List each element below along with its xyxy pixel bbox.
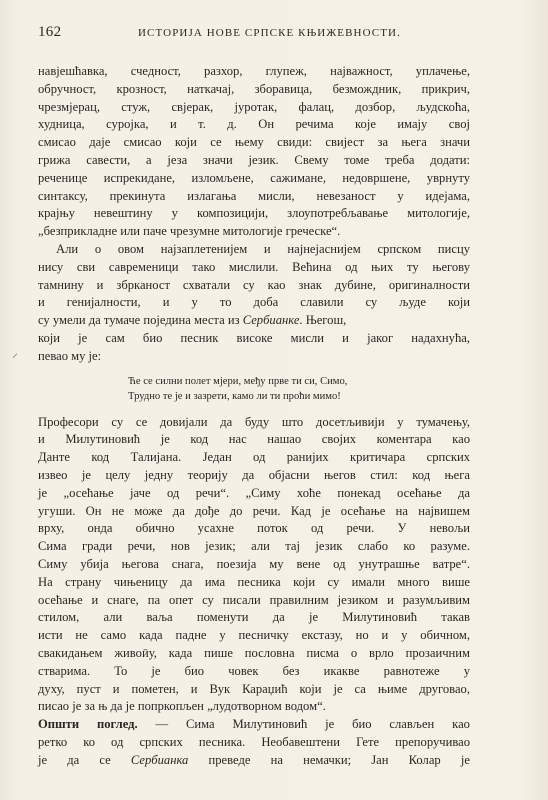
text-line: је „осећање јаче од речи“. „Симу хоће понекад осећање да bbox=[38, 485, 470, 500]
paragraph-3 bbox=[38, 414, 470, 717]
work-title: Сербианке bbox=[242, 313, 300, 328]
text-line: су умели да тумаче поједина места из Сербианке. Његош, bbox=[38, 313, 347, 328]
text-line: Данте код Талијана. Један од ранијих критичара српских bbox=[38, 450, 470, 465]
text-line: крајњу невештину у композицији, злоупотребљавање митологије, bbox=[38, 206, 470, 221]
section-heading: Општи поглед. bbox=[38, 717, 138, 732]
text-line: исти не само када падне у песничку екстазу, но и у обичном, bbox=[38, 628, 470, 643]
margin-mark: ⸝ bbox=[12, 346, 19, 360]
text-line: свакидањем живоӣу, када пише пословна писма о врло прозаичним bbox=[38, 645, 470, 660]
paragraph-1 bbox=[38, 63, 470, 241]
text-line: обручност, крозност, наткачај, зборавица, безмождник, прикрич, bbox=[38, 81, 470, 96]
page-header bbox=[38, 24, 488, 44]
running-head: ИСТОРИЈА НОВЕ СРПСКЕ КЊИЖЕВНОСТИ. bbox=[138, 27, 401, 39]
text-line: стилом, али ваља поменути да је Милутиновић такав bbox=[38, 610, 470, 625]
text-line: ретко ко од српских песника. Необавештени Гете препоручивао bbox=[38, 734, 470, 749]
text-line: тамнину и збрканост схватали су као знак дубине, оригиналности bbox=[38, 277, 470, 292]
text-line: осећање и снаге, па опет су писали правилним језиком и разумљивим bbox=[38, 592, 470, 607]
verse-quote bbox=[38, 374, 470, 404]
text-fragment: — Сима Милутиновић је био слављен као bbox=[137, 717, 470, 732]
text-line: худница, суројка, и т. д. Он речима које имају свој bbox=[38, 117, 470, 132]
text-line: Сима гради речи, нов језик; али тај језик слабо ко разуме. bbox=[38, 539, 470, 554]
text-line: стварима. То је био човек без икакве равнотеже у bbox=[38, 663, 470, 678]
text-line: нису сви савременици тако мислили. Већина од њих ту његову bbox=[38, 259, 470, 274]
text-line bbox=[38, 716, 470, 734]
text-line: врху, онда обично усахне поток од речи. У невољи bbox=[38, 521, 470, 536]
text-line: писао је за њ да је попркопљен „лудотворном водом“. bbox=[38, 699, 326, 714]
verse-line: Ће се силни полет мјери, међу прве ти си, Симо, bbox=[128, 375, 348, 387]
text-line: духу, пуст и пометен, и Вук Караџић који је са њиме друговао, bbox=[38, 681, 470, 696]
paragraph-4 bbox=[38, 716, 470, 769]
text-line bbox=[38, 752, 470, 770]
text-line: „безприкладне или паче чрезумне митологије греческе“. bbox=[38, 224, 341, 239]
paragraph-2 bbox=[38, 241, 470, 366]
text-fragment: је да се bbox=[38, 752, 131, 767]
text-fragment: преведе на немачки; Јан Колар је bbox=[188, 752, 470, 767]
author-name: Његош, bbox=[305, 313, 347, 328]
text-line: и Милутиновић је код нас нашао својих коментара као bbox=[38, 432, 470, 447]
text-line: угуши. Он не може да дође до речи. Кад је осећање на највишем bbox=[38, 503, 470, 518]
text-line: реченице испрекидане, изломљене, сажимане, недовршене, уврнуту bbox=[38, 170, 470, 185]
text-line: Али о овом најзаплетенијем и најнејаснијем српском писцу bbox=[56, 241, 470, 256]
text-line: који је сам био песник високе мисли и јаког надахнућа, bbox=[38, 330, 470, 345]
text-line: Симу убија његова снага, поезија му вене од унутрашње ватре“. bbox=[38, 556, 470, 571]
page-number: 162 bbox=[38, 24, 62, 40]
text-line: Професори су се довијали да буду што досетљивији у тумачењу, bbox=[38, 414, 470, 429]
text-line: грижа савести, а језа значи језик. Свему томе треба додати: bbox=[38, 152, 470, 167]
text-line: навјешћавка, счедност, разхор, глупеж, најважност, уплачење, bbox=[38, 64, 470, 78]
verse-line: Трудно те је и зазрети, камо ли ти проћи мимо! bbox=[128, 390, 341, 402]
text-line: певао му је: bbox=[38, 348, 102, 363]
text-line: и генијалности, и у то доба славили су људе који bbox=[38, 295, 470, 310]
text-fragment: су умели да тумаче поједина места из bbox=[38, 313, 243, 328]
text-line: смисао даје смисао који се њему свиди: свијест за њега значи bbox=[38, 135, 470, 150]
text-line: извео је целу једну теорију да објасни његов стил: код њега bbox=[38, 467, 470, 482]
body-text bbox=[38, 63, 470, 769]
text-line: чрезмјерац, стуж, свјерак, јуротак, фалац, дозбор, људскоћа, bbox=[38, 99, 470, 114]
text-line: На страну чињеницу да има песника који су имали много више bbox=[38, 574, 470, 589]
text-line: синтаксу, прекинута излагања мисли, невезаност у идејама, bbox=[38, 188, 470, 203]
work-title: Сербианка bbox=[130, 752, 189, 767]
